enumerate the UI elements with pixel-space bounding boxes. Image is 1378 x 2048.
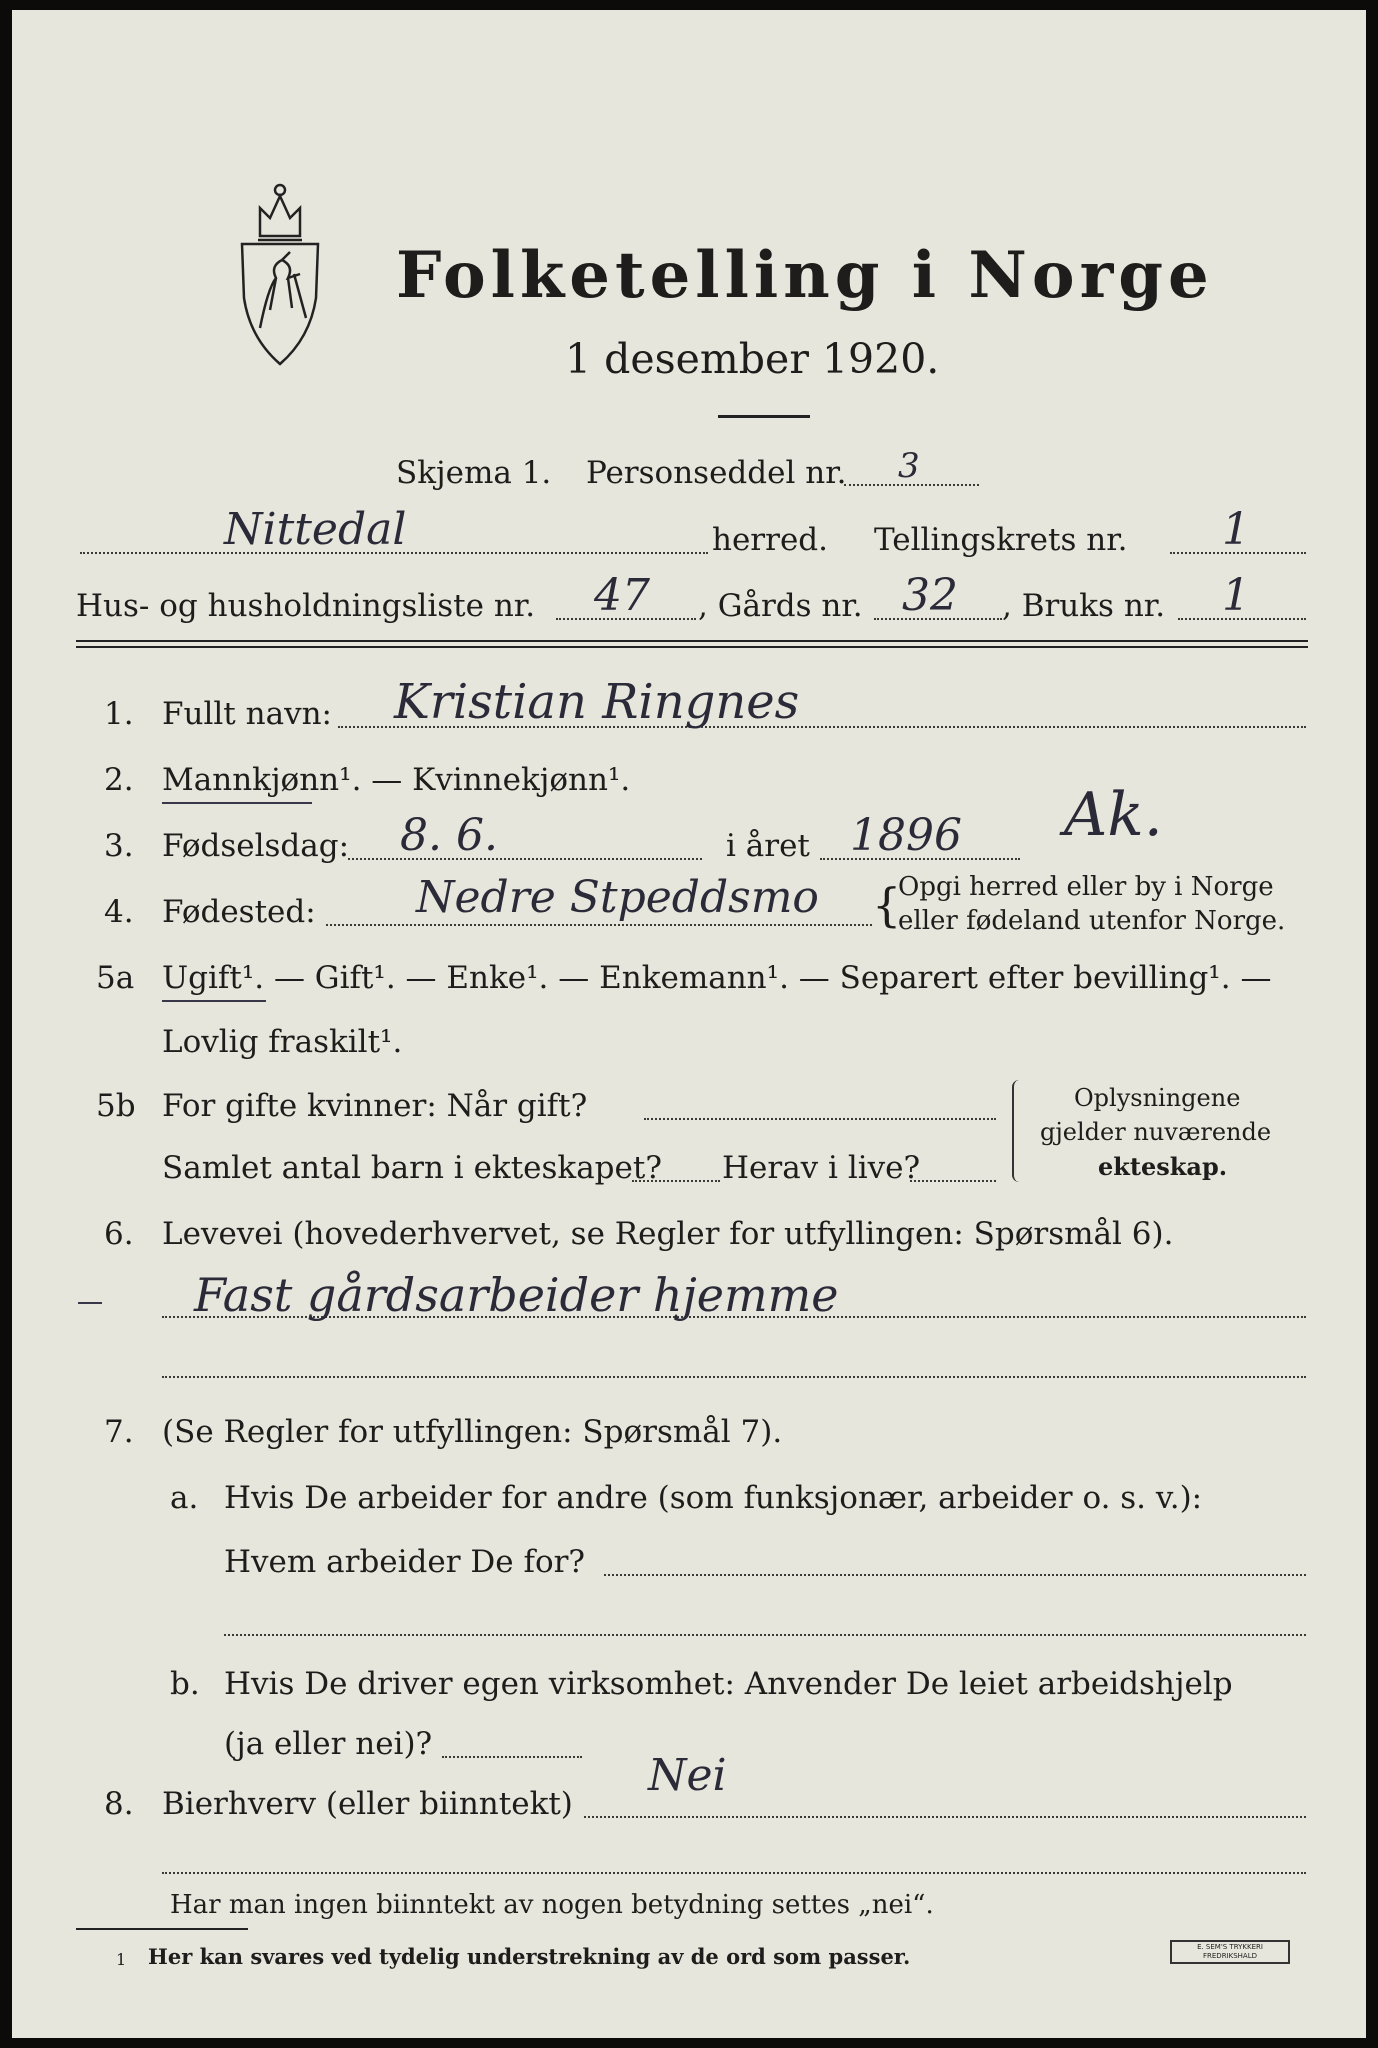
gards-label: , Gårds nr. (698, 588, 863, 624)
footnote-text: Her kan svares ved tydelig understrekning av de ord som passer. (148, 1944, 911, 1969)
q6-number: 6. (104, 1216, 134, 1252)
q5b-alive-field-line (910, 1180, 996, 1182)
q4-birthplace-value: Nedre Stpeddsmo (416, 872, 819, 923)
q7-label: (Se Regler for utfyllingen: Spørsmål 7). (162, 1414, 783, 1450)
q7b-question-line2: (ja eller nei)? (224, 1726, 433, 1762)
q8-side-income-value: Nei (648, 1750, 727, 1801)
q5b-number: 5b (96, 1088, 136, 1124)
q7-number: 7. (104, 1414, 134, 1450)
printer-stamp-line2: FREDRIKSHALD (1202, 1952, 1257, 1960)
q6-margin-dash (78, 1302, 102, 1304)
q7b-letter: b. (170, 1666, 200, 1702)
q5b-note-line1: Oplysningene (1074, 1084, 1241, 1112)
census-form-page (12, 10, 1366, 2038)
q5b-children-field-line (632, 1180, 720, 1182)
coat-of-arms-icon (230, 178, 330, 368)
personseddel-value: 3 (898, 446, 920, 486)
herred-label: herred. (712, 522, 828, 558)
q5b-alive-label: Herav i live? (722, 1150, 921, 1186)
q4-note-brace: { (872, 878, 902, 932)
q7a-field-line-2 (224, 1634, 1306, 1636)
form-title: Folketelling i Norge (396, 238, 1214, 313)
header-double-rule-bottom (76, 646, 1308, 648)
gards-value: 32 (902, 570, 958, 621)
q4-label: Fødested: (162, 894, 316, 930)
q6-field-line-2 (162, 1376, 1306, 1378)
q5a-divorced-option: Lovlig fraskilt¹. (162, 1024, 403, 1060)
q8-field-line-1 (584, 1816, 1306, 1818)
personseddel-label: Personseddel nr. (586, 455, 847, 491)
bruks-label: , Bruks nr. (1002, 588, 1166, 624)
q6-occupation-value: Fast gårdsarbeider hjemme (194, 1268, 839, 1322)
tellingskrets-value: 1 (1222, 504, 1250, 555)
printer-stamp (1170, 1940, 1290, 1964)
bruks-value: 1 (1222, 570, 1250, 621)
q5b-married-label: For gifte kvinner: Når gift? (162, 1088, 588, 1124)
herred-value: Nittedal (224, 504, 407, 555)
q7b-question-line1: Hvis De driver egen virksomhet: Anvender De leiet arbeidshjelp (224, 1666, 1233, 1702)
footnote-mark: 1 (116, 1950, 127, 1969)
hus-label: Hus- og husholdningsliste nr. (76, 588, 536, 624)
q5b-note-brace (1012, 1080, 1026, 1182)
q5b-note-line3: ekteskap. (1098, 1152, 1228, 1181)
hus-value: 47 (594, 570, 650, 621)
q5a-number: 5a (96, 960, 135, 996)
q3-year-label: i året (726, 828, 810, 864)
q7a-question-line1: Hvis De arbeider for andre (som funksjonær, arbeider o. s. v.): (224, 1480, 1203, 1516)
q1-label: Fullt navn: (162, 696, 332, 732)
q3-handwritten-mark: Ak. (1064, 780, 1163, 850)
q1-number: 1. (104, 696, 134, 732)
printer-stamp-line1: E. SEM'S TRYKKERI (1197, 1943, 1263, 1951)
title-divider (718, 415, 810, 418)
q4-note-line2: eller fødeland utenfor Norge. (898, 906, 1286, 936)
q3-year-value: 1896 (850, 810, 962, 861)
q5a-marital-options: Ugift¹. — Gift¹. — Enke¹. — Enkemann¹. — Separert efter bevilling¹. — (162, 960, 1272, 996)
q5b-children-label: Samlet antal barn i ekteskapet? (162, 1150, 662, 1186)
q3-label: Fødselsdag: (162, 828, 350, 864)
q8-number: 8. (104, 1786, 134, 1822)
q4-note-line1: Opgi herred eller by i Norge (898, 872, 1274, 902)
header-double-rule-top (76, 640, 1308, 642)
q5b-married-field-line (644, 1118, 996, 1120)
q4-field-line (326, 924, 872, 926)
q2-number: 2. (104, 762, 134, 798)
q8-label: Bierhverv (eller biinntekt) (162, 1786, 573, 1822)
tellingskrets-label: Tellingskrets nr. (874, 522, 1128, 558)
q2-gender-options: Mannkjønn¹. — Kvinnekjønn¹. (162, 762, 631, 798)
footnote-rule (76, 1928, 248, 1930)
q7a-question-line2: Hvem arbeider De for? (224, 1544, 586, 1580)
schema-label: Skjema 1. (396, 455, 552, 491)
q7a-field-line-1 (604, 1574, 1306, 1576)
q7b-field-line (442, 1756, 582, 1758)
census-date: 1 desember 1920. (565, 335, 940, 383)
footer-note: Har man ingen biinntekt av nogen betydning settes „nei“. (170, 1890, 934, 1920)
q3-birthdate-value: 8. 6. (400, 810, 498, 861)
q8-field-line-2 (162, 1872, 1306, 1874)
q4-number: 4. (104, 894, 134, 930)
q7a-letter: a. (170, 1480, 199, 1516)
q3-number: 3. (104, 828, 134, 864)
q5a-underline-mark (162, 1000, 266, 1002)
q5b-note-line2: gjelder nuværende (1040, 1118, 1272, 1146)
q1-full-name-value: Kristian Ringnes (394, 674, 800, 730)
q6-label: Levevei (hovederhvervet, se Regler for utfyllingen: Spørsmål 6). (162, 1216, 1174, 1252)
q2-underline-mark (162, 802, 312, 804)
